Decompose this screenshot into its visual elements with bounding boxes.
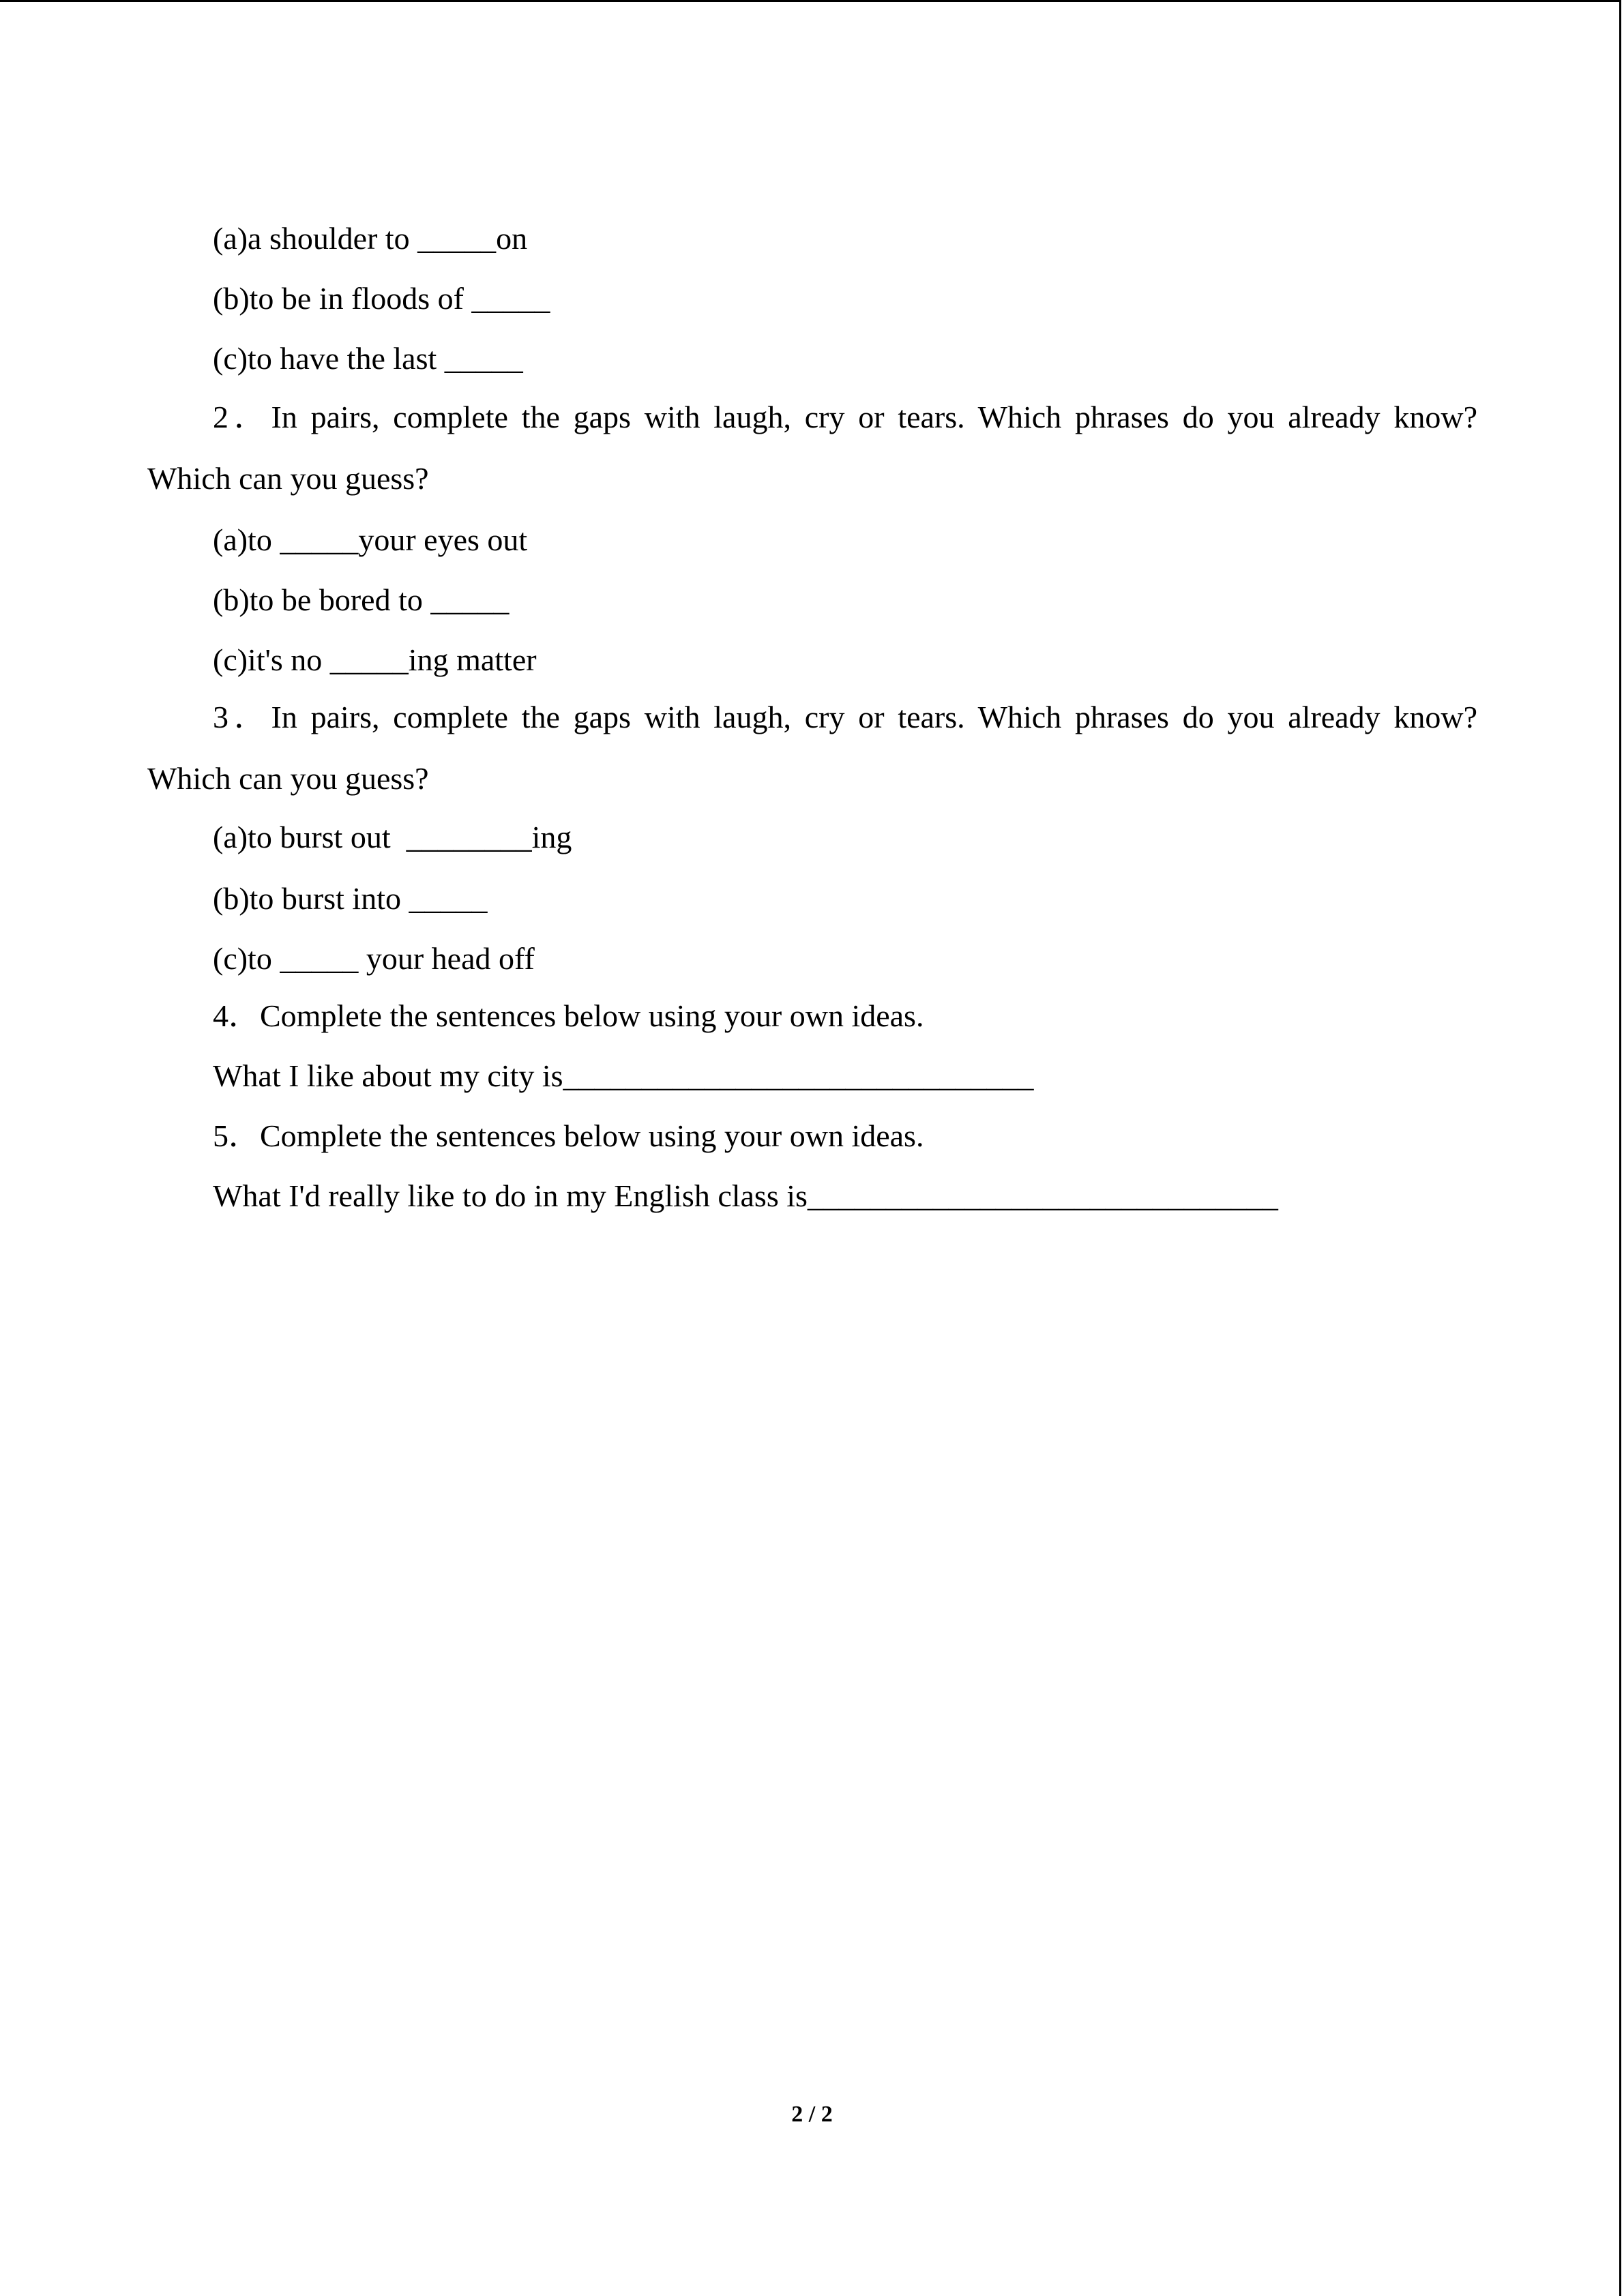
- q1-option-a: (a)a shoulder to _____on: [213, 221, 528, 256]
- q2-prompt-continued: Which can you guess?: [147, 461, 429, 496]
- q1-option-c: (c)to have the last _____: [213, 341, 523, 376]
- q4-sentence: What I like about my city is______________________________: [213, 1058, 1034, 1093]
- q3-prompt: 3．In pairs, complete the gaps with laugh, cry or tears. Which phrases do you already know?: [213, 700, 1477, 734]
- q3-option-b: (b)to burst into _____: [213, 881, 488, 916]
- q1-option-b: (b)to be in floods of _____: [213, 281, 550, 316]
- page-number: 2 / 2: [791, 2102, 833, 2127]
- q2-option-b: (b)to be bored to _____: [213, 582, 510, 617]
- q5-prompt: 5．Complete the sentences below using your own ideas.: [213, 1118, 924, 1153]
- q2-option-a: (a)to _____your eyes out: [213, 522, 528, 557]
- q2-option-c: (c)it's no _____ing matter: [213, 642, 537, 677]
- q3-option-c: (c)to _____ your head off: [213, 941, 535, 976]
- q2-prompt: 2．In pairs, complete the gaps with laugh, cry or tears. Which phrases do you already know?: [213, 400, 1477, 434]
- q3-prompt-continued: Which can you guess?: [147, 761, 429, 796]
- q3-option-a: (a)to burst out ________ing: [213, 820, 572, 854]
- q5-sentence: What I'd really like to do in my English class is______________________________: [213, 1178, 1278, 1213]
- q4-prompt: 4．Complete the sentences below using your own ideas.: [213, 998, 924, 1033]
